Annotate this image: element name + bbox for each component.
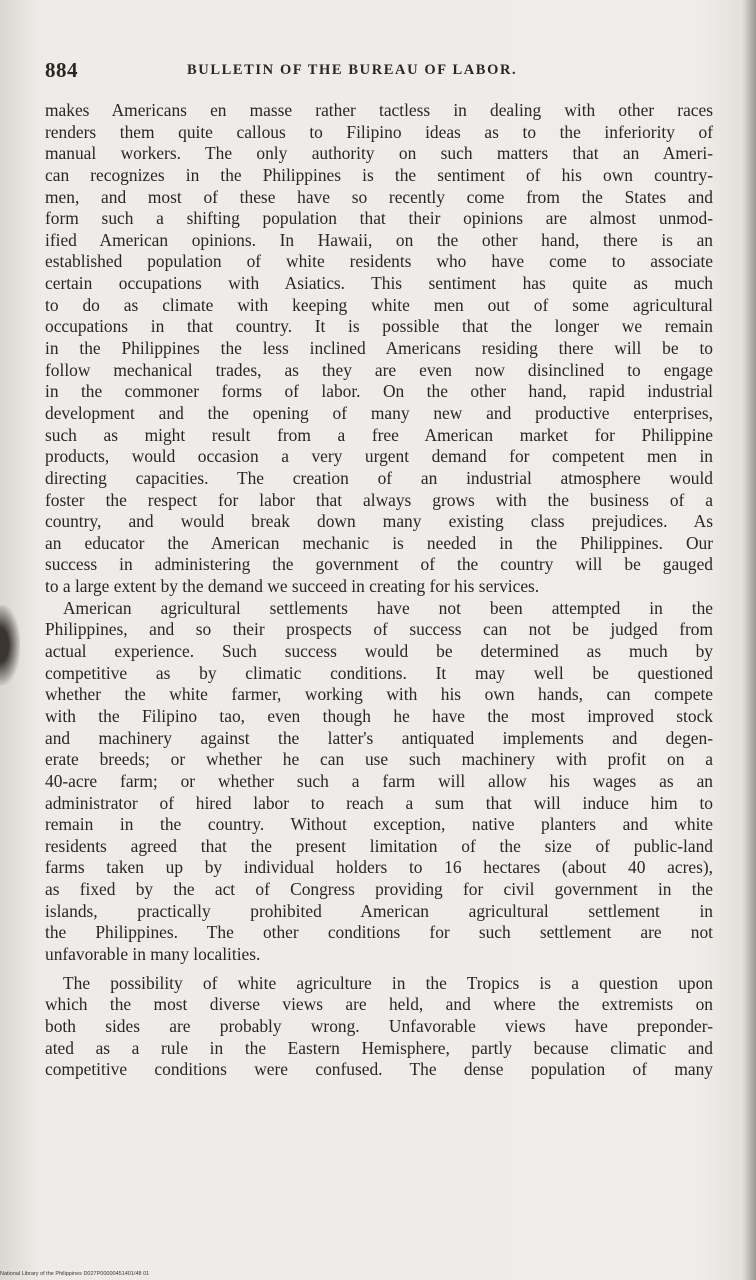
paragraph-gap [45, 966, 713, 973]
text-line: and machinery against the latter's antiquated implements and degen- [45, 727, 713, 748]
text-line: residents agreed that the present limitation of the size of public-land [45, 835, 713, 856]
text-line: competitive conditions were confused. The dense population of many [45, 1059, 713, 1080]
text-line: established population of white residents who have come to associate [45, 251, 713, 272]
text-line: remain in the country. Without exception, native planters and white [45, 814, 713, 835]
text-line: in the Philippines the less inclined Americans residing there will be to [45, 338, 713, 359]
text-line: with the Filipino tao, even though he have the most improved stock [45, 705, 713, 726]
text-line: follow mechanical trades, as they are even now disinclined to engage [45, 359, 713, 380]
text-line: islands, practically prohibited American agricultural settlement in [45, 900, 713, 921]
text-line: development and the opening of many new and productive enterprises, [45, 402, 713, 423]
text-line: erate breeds; or whether he can use such machinery with profit on a [45, 749, 713, 770]
paragraph-3 [45, 973, 713, 1081]
text-line: farms taken up by individual holders to 16 hectares (about 40 acres), [45, 857, 713, 878]
text-line: which the most diverse views are held, and where the extremists on [45, 994, 713, 1015]
text-line: can recognizes in the Philippines is the sentiment of his own country- [45, 164, 713, 185]
text-line: an educator the American mechanic is needed in the Philippines. Our [45, 532, 713, 553]
text-line: form such a shifting population that their opinions are almost unmod- [45, 208, 713, 229]
text-line: certain occupations with Asiatics. This sentiment has quite as much [45, 273, 713, 294]
text-line: products, would occasion a very urgent demand for competent men in [45, 446, 713, 467]
body-text [45, 100, 713, 1081]
running-head: BULLETIN OF THE BUREAU OF LABOR. [187, 62, 518, 78]
page-edge-shadow [742, 0, 756, 1280]
text-line: both sides are probably wrong. Unfavorable views have preponder- [45, 1015, 713, 1036]
paragraph-2 [45, 598, 713, 966]
text-line: occupations in that country. It is possible that the longer we remain [45, 316, 713, 337]
scan-footer-note: National Library of the Philippines D027P00000451401/48 01 [0, 1271, 150, 1277]
text-line: Philippines, and so their prospects of success can not be judged from [45, 619, 713, 640]
text-line: manual workers. The only authority on such matters that an Ameri- [45, 143, 713, 164]
text-line: foster the respect for labor that always grows with the business of a [45, 489, 713, 510]
text-line: actual experience. Such success would be determined as much by [45, 641, 713, 662]
text-line: makes Americans en masse rather tactless in dealing with other races [45, 100, 713, 120]
text-line: men, and most of these have so recently come from the States and [45, 186, 713, 207]
text-line: American agricultural settlements have not been attempted in the [63, 597, 713, 618]
text-line: whether the white farmer, working with his own hands, can compete [45, 684, 713, 705]
paragraph-1 [45, 100, 713, 598]
page-number: 884 [45, 58, 78, 82]
text-line: unfavorable in many localities. [45, 943, 261, 964]
text-line: ified American opinions. In Hawaii, on the other hand, there is an [45, 229, 713, 250]
text-line: 40-acre farm; or whether such a farm will allow his wages as an [45, 770, 713, 791]
text-line: country, and would break down many existing class prejudices. As [45, 511, 713, 532]
text-line: such as might result from a free American market for Philippine [45, 424, 713, 445]
text-line: ated as a rule in the Eastern Hemisphere, partly because climatic and [45, 1037, 713, 1058]
text-line: in the commoner forms of labor. On the other hand, rapid industrial [45, 381, 713, 402]
text-line: as fixed by the act of Congress providing for civil government in the [45, 879, 713, 900]
text-line: directing capacities. The creation of an industrial atmosphere would [45, 467, 713, 488]
text-line: success in administering the government of the country will be gauged [45, 554, 713, 575]
text-line: administrator of hired labor to reach a sum that will induce him to [45, 792, 713, 813]
text-line: renders them quite callous to Filipino ideas as to the inferiority of [45, 121, 713, 142]
binding-mark [0, 605, 20, 685]
text-line: competitive as by climatic conditions. It may well be questioned [45, 662, 713, 683]
page-header [45, 58, 713, 86]
text-line: to do as climate with keeping white men out of some agricultural [45, 294, 713, 315]
text-line: The possibility of white agriculture in the Tropics is a question upon [63, 972, 713, 993]
text-line: the Philippines. The other conditions for such settlement are not [45, 922, 713, 943]
text-line: to a large extent by the demand we succeed in creating for his services. [45, 576, 540, 597]
